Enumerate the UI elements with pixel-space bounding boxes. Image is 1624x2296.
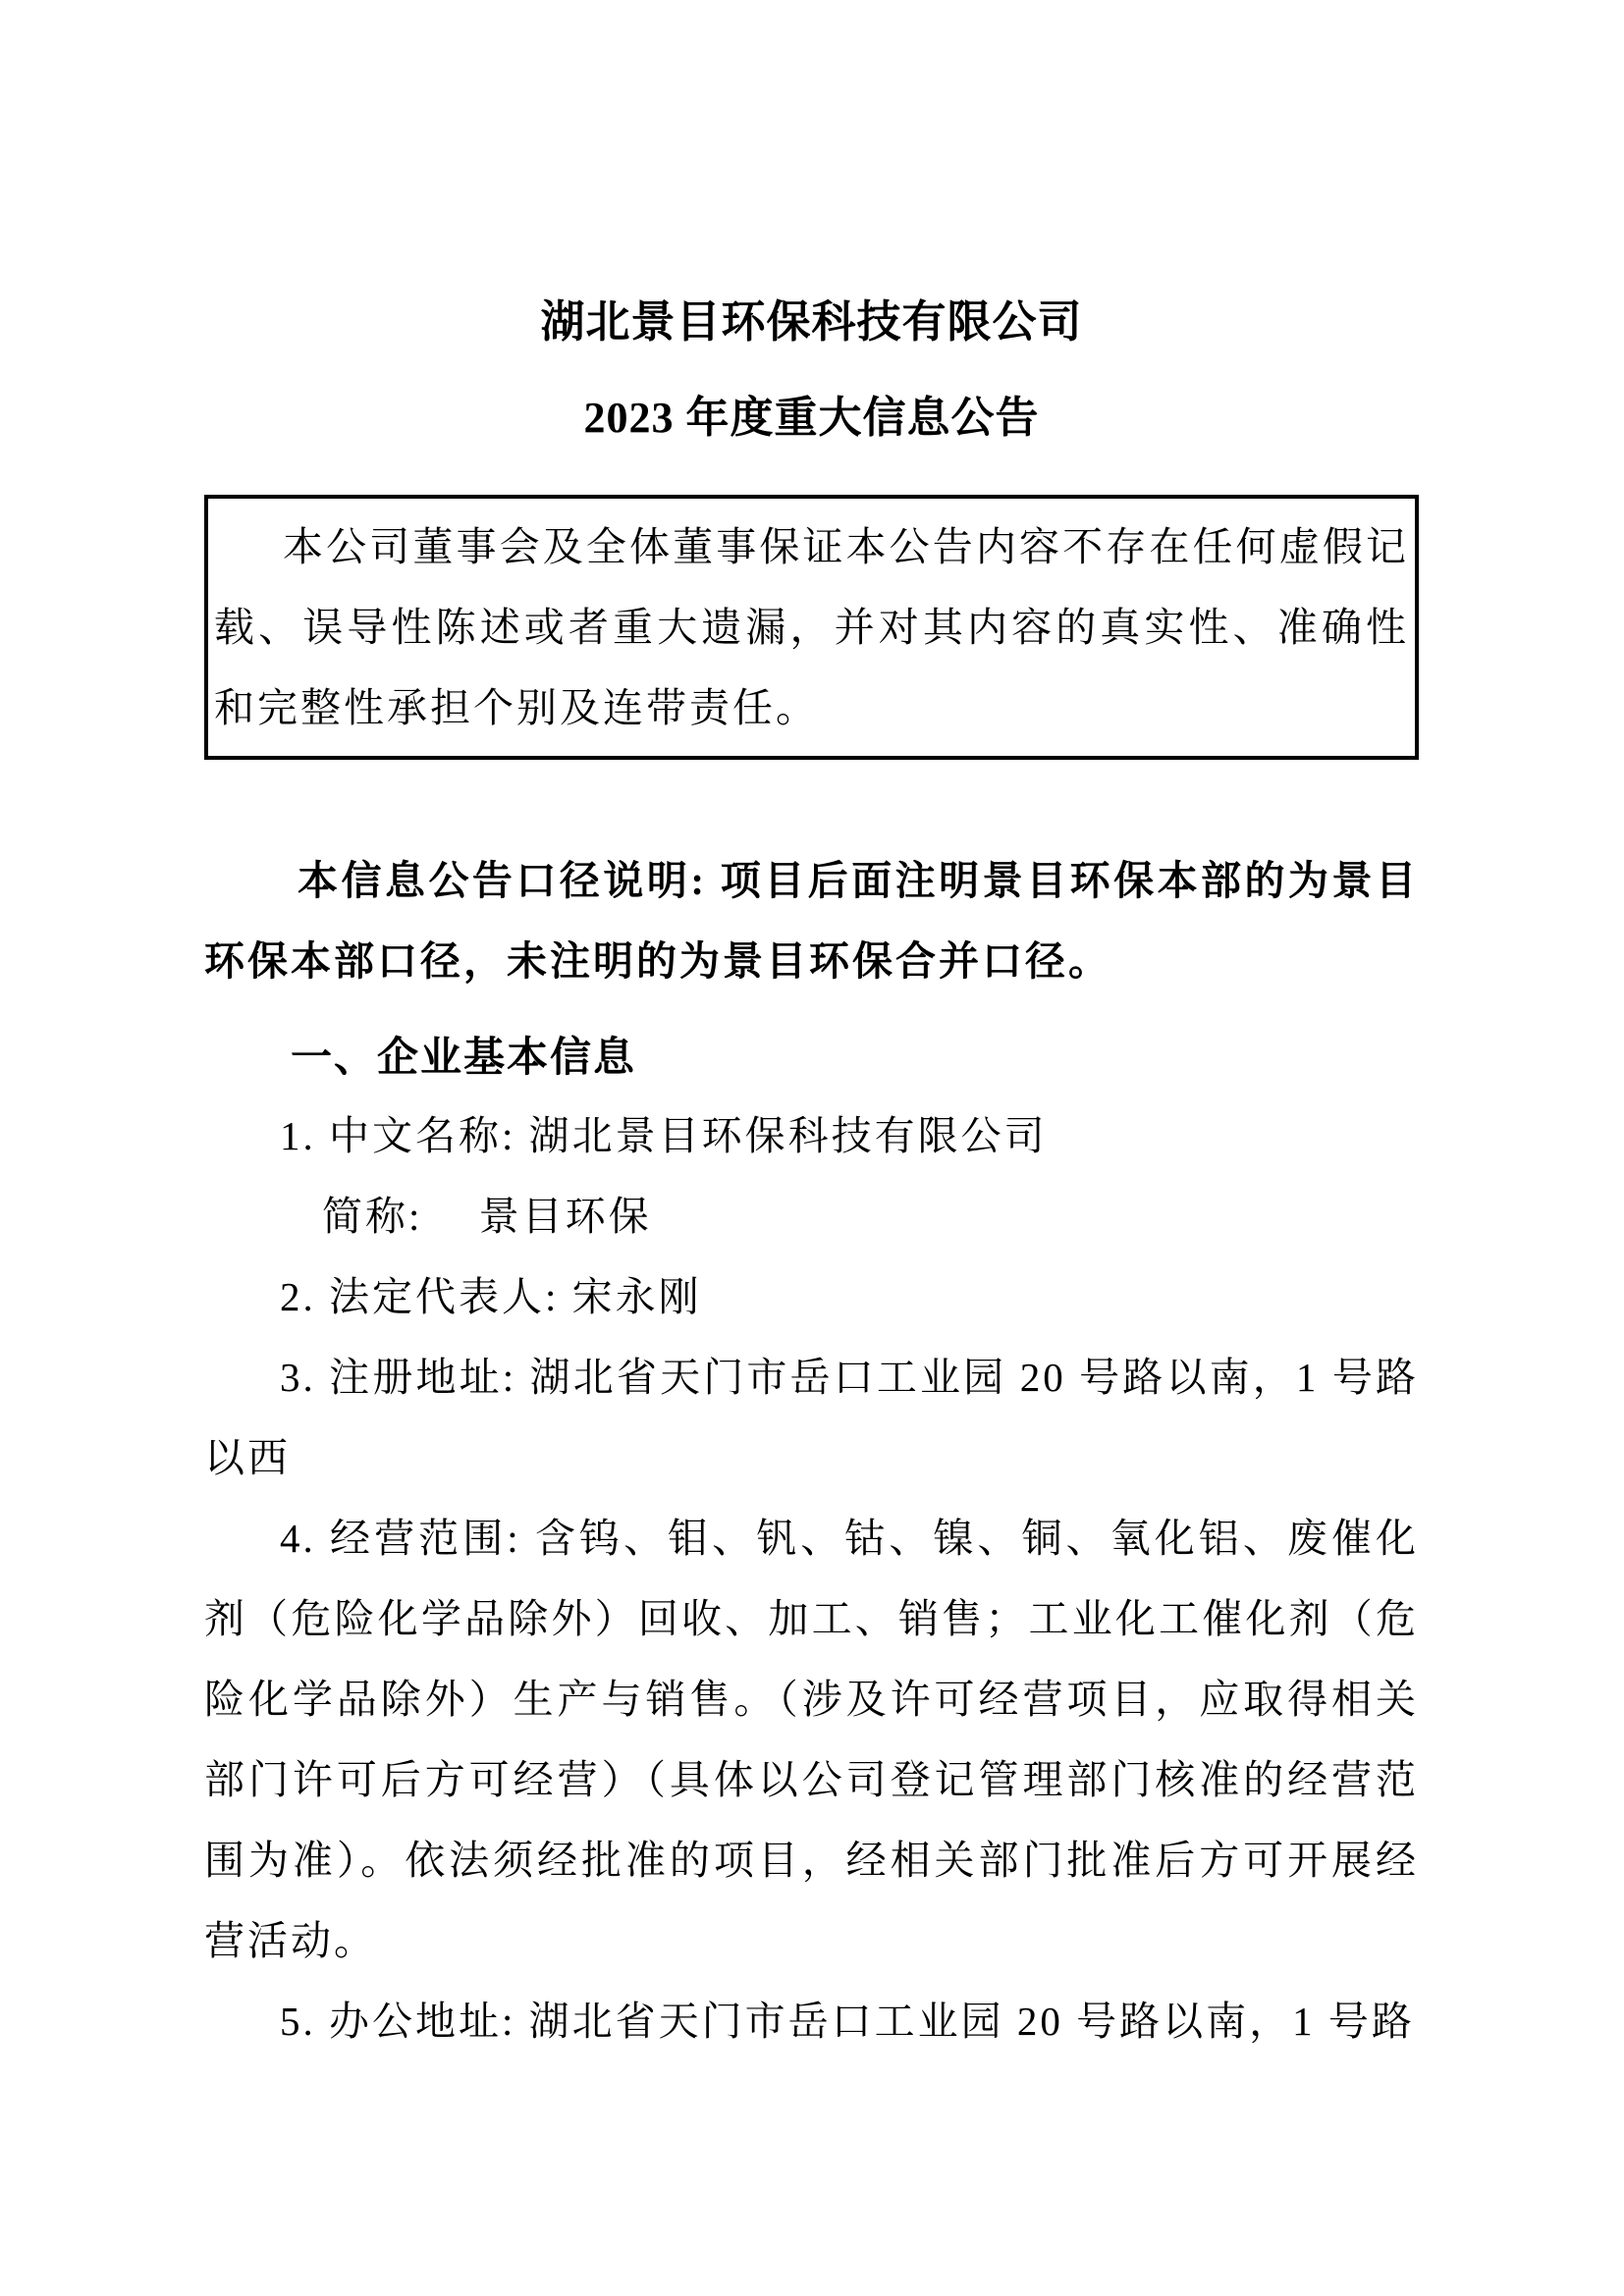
item-legal-representative: 2. 法定代表人: 宋永刚 — [280, 1274, 702, 1319]
section-heading-basic-info: 一、企业基本信息 — [291, 1036, 637, 1081]
item-chinese-name: 1. 中文名称: 湖北景目环保科技有限公司 — [280, 1113, 1048, 1158]
disclaimer-box — [204, 495, 1419, 760]
document-title: 湖北景目环保科技有限公司 — [540, 297, 1083, 347]
item-short-name: 简称: 景目环保 — [322, 1194, 652, 1239]
document-subtitle: 2023 年度重大信息公告 — [583, 394, 1040, 442]
item-business-scope: 4. 经营范围: 含钨、钼、钒、钴、镍、铜、氧化铝、废催化剂（危险化学品除外）回收、加工、销售；工业化工催化剂（危险化学品除外）生产与销售。（涉及许可经营项目，应取得相关部门许可后方可经营）（具体以公司登记管理部门核准的经营范围为准）。依法须经批准的项目，经相关部门批准后方可开展经营活动。 — [204, 1516, 1419, 1963]
item-office-address: 5. 办公地址: 湖北省天门市岳口工业园 20 号路以南，1 号路 — [280, 1999, 1415, 2044]
disclaimer-text: 本公司董事会及全体董事保证本公告内容不存在任何虚假记载、误导性陈述或者重大遗漏，并对其内容的真实性、准确性和完整性承担个别及连带责任。 — [214, 524, 1409, 730]
scope-note-text: 本信息公告口径说明: 项目后面注明景目环保本部的为景目环保本部口径，未注明的为景目环保合并口径。 — [204, 858, 1419, 984]
item-registered-address: 3. 注册地址: 湖北省天门市岳口工业园 20 号路以南，1 号路以西 — [204, 1355, 1419, 1480]
